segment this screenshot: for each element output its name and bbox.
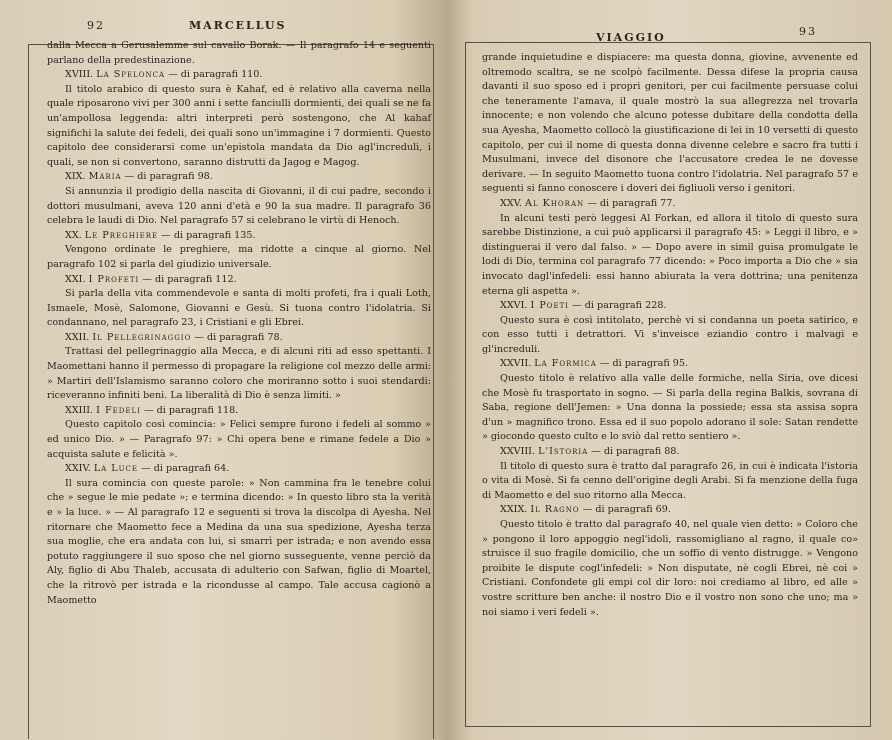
- section-paragraph-count: — di paragrafi 98.: [124, 171, 213, 183]
- section-paragraph-count: — di paragrafi 64.: [141, 463, 230, 475]
- section-name: Maria: [88, 171, 122, 183]
- section-name: Il Ragno: [530, 504, 580, 516]
- section-name: I Fedeli: [96, 404, 141, 416]
- section-number: XIX.: [65, 171, 86, 183]
- section-number: XXVI.: [500, 300, 528, 312]
- section-number: XXIX.: [500, 504, 528, 516]
- section-heading: [482, 445, 858, 460]
- section-paragraph-count: — di paragrafi 78.: [194, 331, 283, 343]
- right-text-block: [482, 51, 858, 620]
- section-heading: [47, 68, 431, 83]
- section-paragraph-count: — di paragrafi 135.: [161, 229, 256, 241]
- section-paragraph-count: — di paragrafi 95.: [599, 358, 689, 370]
- section-heading: [47, 331, 431, 346]
- body-paragraph: Il titolo arabico di questo sura è Kahaf, ed è relativo alla caverna nella quale riposarono vivi per 300 anni i sette fanciulli dormienti, dei quali se ne fa un'ampollosa leggenda: altri interpreti però sostengono, che Al kahaf significhi la salute dei fedeli, dei quali sono un'immagine i 7 dormienti. Questo capitolo dee considerarsi come un'epistola mandata da Dio agl'increduli, i quali, se non si convertono, saranno distrutti da Jagog e Magog.: [47, 83, 431, 168]
- section-name: I Profeti: [88, 273, 140, 285]
- left-running-head: [47, 9, 431, 39]
- section-paragraph-count: — di paragrafi 228.: [572, 300, 667, 312]
- left-page-number: 92: [87, 19, 105, 32]
- section-paragraph-count: — di paragrafi 118.: [143, 404, 239, 416]
- body-paragraph: Trattasi del pellegrinaggio alla Mecca, e di alcuni riti ad esso spettanti. I Maomettani hanno il permesso di propagare la religione col mezzo delle armi: » Martiri dell'Islamismo saranno coloro che moriranno sotto i suoi stendardi: riceveranno infiniti beni. La liberalità di Dio è senza limiti. »: [47, 346, 431, 402]
- section-name: L'Istoria: [538, 446, 589, 458]
- section-heading: [482, 503, 858, 518]
- section-paragraph-count: — di paragrafi 112.: [142, 273, 237, 285]
- section-heading: [47, 273, 431, 288]
- section-name: La Luce: [93, 463, 139, 475]
- section-heading: [47, 170, 431, 185]
- section-number: XX.: [65, 229, 82, 241]
- section-heading: [482, 197, 858, 212]
- body-paragraph: Vengono ordinate le preghiere, ma ridotte a cinque al giorno. Nel paragrafo 102 si parla del giudizio universale.: [47, 244, 431, 270]
- section-paragraph-count: — di paragrafi 88.: [591, 446, 680, 458]
- section-name: Le Preghiere: [84, 229, 159, 241]
- section-name: La Spelonca: [96, 69, 166, 81]
- section-heading: [47, 462, 431, 477]
- section-number: XXV.: [500, 197, 522, 209]
- section-name: I Poeti: [530, 300, 570, 312]
- body-paragraph: Questo sura è così intitolato, perchè vi si condanna un poeta satirico, e con esso tutti i detrattori. Vi s'inveisce eziandio contro i malvagi e gl'increduli.: [482, 314, 858, 355]
- left-page-content: [47, 19, 431, 739]
- section-heading: [482, 299, 858, 314]
- section-number: XXIV.: [65, 463, 91, 475]
- right-running-head: [482, 5, 858, 51]
- section-number: XXIII.: [65, 404, 94, 416]
- body-paragraph: Il sura comincia con queste parole: » Non cammina fra le tenebre colui che » segue le mie pedate »; e termina dicendo: » In questo libro sta la verità e » la luce. » — Al paragrafo 12 e seguenti si trova la discolpa di Ayesha. Nel ritornare che Maometto fece a Medina da una sua spedizione, Ayesha terza sua moglie, che era andata con lui, si smarrì per istrada; e non avendo essa potuto raggiungere il suo sposo che nel giorno susseguente, venne perciò da Aly, figlio di Abu Thaleb, accusata di adulterio con Safwan, figlio di Moartel, che la ritrovò per istrada e la ricondusse al campo. Tale accusa cagionò a Maometto: [47, 477, 431, 606]
- body-paragraph: grande inquietudine e dispiacere: ma questa donna, giovine, avvenente ed oltremodo scaltra, se ne scolpò facilmente. Dessa difese la propria causa davanti il suo sposo ed i propri genitori, per cui facilmente persuase colui che teneramente l'amava, il quale mostrò la sua allegrezza nel trovarla innocente; e non volendo che alcuno potesse dubitare della condotta della sua Ayesha, Maometto collocò la giustificazione di lei in 10 versetti di questo capitolo, per cui il nome di questa donna divenne celebre e sacro fra tutti i Musulmani, invece del disonore che l'accusatore credea le ne dovesse derivare. — In seguito Maometto tuona contro l'idolatria. Nel paragrafo 57 e seguenti si fanno conoscere i doveri dei figliuoli verso i genitori.: [482, 52, 858, 195]
- body-paragraph: Si parla della vita commendevole e santa di molti profeti, fra i quali Loth, Ismaele, Mosè, Salomone, Giovanni e Gesù. Si tuona contro l'idolatria. Si condannano, nel paragrafo 23, i Cristiani e gli Ebrei.: [47, 288, 431, 329]
- body-paragraph: Si annunzia il prodigio della nascita di Giovanni, il di cui padre, secondo i dottori musulmani, aveva 120 anni d'età e 90 la sua madre. Il paragrafo 36 celebra le laudi di Dio. Nel paragrafo 57 si celebrano le virtù di Henoch.: [47, 185, 431, 227]
- body-paragraph: Questo titolo è tratto dal paragrafo 40, nel quale vien detto: » Coloro che » pongono il loro appoggio negl'idoli, rassomigliano al ragno, il quale co» struisce il suo fragile domicilio, che un soffio di vento distrugge. » Vengono proibite le dispute cogl'infedeli: » Non disputate, nè cogli Ebrei, nè coi » Cristiani. Confondete gli empi col dir loro: noi crediamo al libro, ed alle » vostre scritture ben anche: il nostro Dio e il vostro non sono che uno; ma » noi siamo i veri fedeli ».: [482, 519, 858, 618]
- section-number: XXVII.: [500, 358, 532, 370]
- section-number: XXVIII.: [500, 446, 536, 458]
- section-number: XVIII.: [65, 69, 94, 81]
- body-paragraph: dalla Mecca a Gerusalemme sul cavallo Borak. — Il paragrafo 14 e seguenti parlano della predestinazione.: [47, 40, 431, 66]
- body-paragraph: Questo titolo è relativo alla valle delle formiche, nella Siria, ove dicesi che Mosè fu trasportato in sogno. — Si parla della regina Balkis, sovrana di Saba, regione dell'Jemen: » Una donna la possiede; essa sta assisa sopra d'un » magnifico trono. Essa ed il suo popolo adorano il sole: Satan rendette » giocondo questo culto e lo sviò dal retto sentiero ».: [482, 373, 858, 443]
- right-page-number: 93: [799, 25, 817, 38]
- section-paragraph-count: — di paragrafi 110.: [168, 69, 263, 81]
- right-header-title: VIAGGIO: [596, 31, 666, 44]
- section-number: XXII.: [65, 331, 90, 343]
- left-page-frame: [28, 19, 434, 739]
- right-page-frame: [465, 25, 871, 727]
- section-name: Il Pellegrinaggio: [92, 331, 192, 343]
- section-name: La Formica: [534, 358, 597, 370]
- section-paragraph-count: — di paragrafi 77.: [587, 197, 676, 209]
- section-heading: [482, 357, 858, 372]
- left-header-title: MARCELLUS: [189, 19, 287, 32]
- section-name: Al Khoran: [525, 197, 585, 209]
- section-heading: [47, 404, 431, 419]
- body-paragraph: In alcuni testi però leggesi Al Forkan, ed allora il titolo di questo sura sarebbe Distinzione, a cui può applicarsi il paragrafo 45: » Leggi il libro, e » distinguerai il vero dal falso. » — Dopo avere in simil guisa promulgate le lodi di Dio, termina col paragrafo 77 dicendo: » Poco importa a Dio che » sia invocato dagl'infedeli: essi hanno abiurata la vera dottrina; una penitenza eterna gli aspetta ».: [482, 212, 858, 297]
- section-heading: [47, 229, 431, 244]
- section-number: XXI.: [65, 273, 86, 285]
- body-paragraph: Questo capitolo così comincia: » Felici sempre furono i fedeli al sommo » ed unico Dio. » — Paragrafo 97: » Chi opera bene e rimane fedele a Dio » acquista salute e felicità ».: [47, 419, 431, 460]
- right-page-content: [482, 25, 858, 723]
- body-paragraph: Il titolo di questo sura è tratto dal paragrafo 26, in cui è indicata l'istoria o vita di Mosè. Si fa cenno dell'origine degli Arabi. Si fa menzione della fuga di Maometto e del suo ritorno alla Mecca.: [482, 460, 858, 501]
- right-page: [446, 0, 892, 740]
- section-paragraph-count: — di paragrafi 69.: [582, 504, 671, 516]
- left-text-block: [47, 39, 431, 608]
